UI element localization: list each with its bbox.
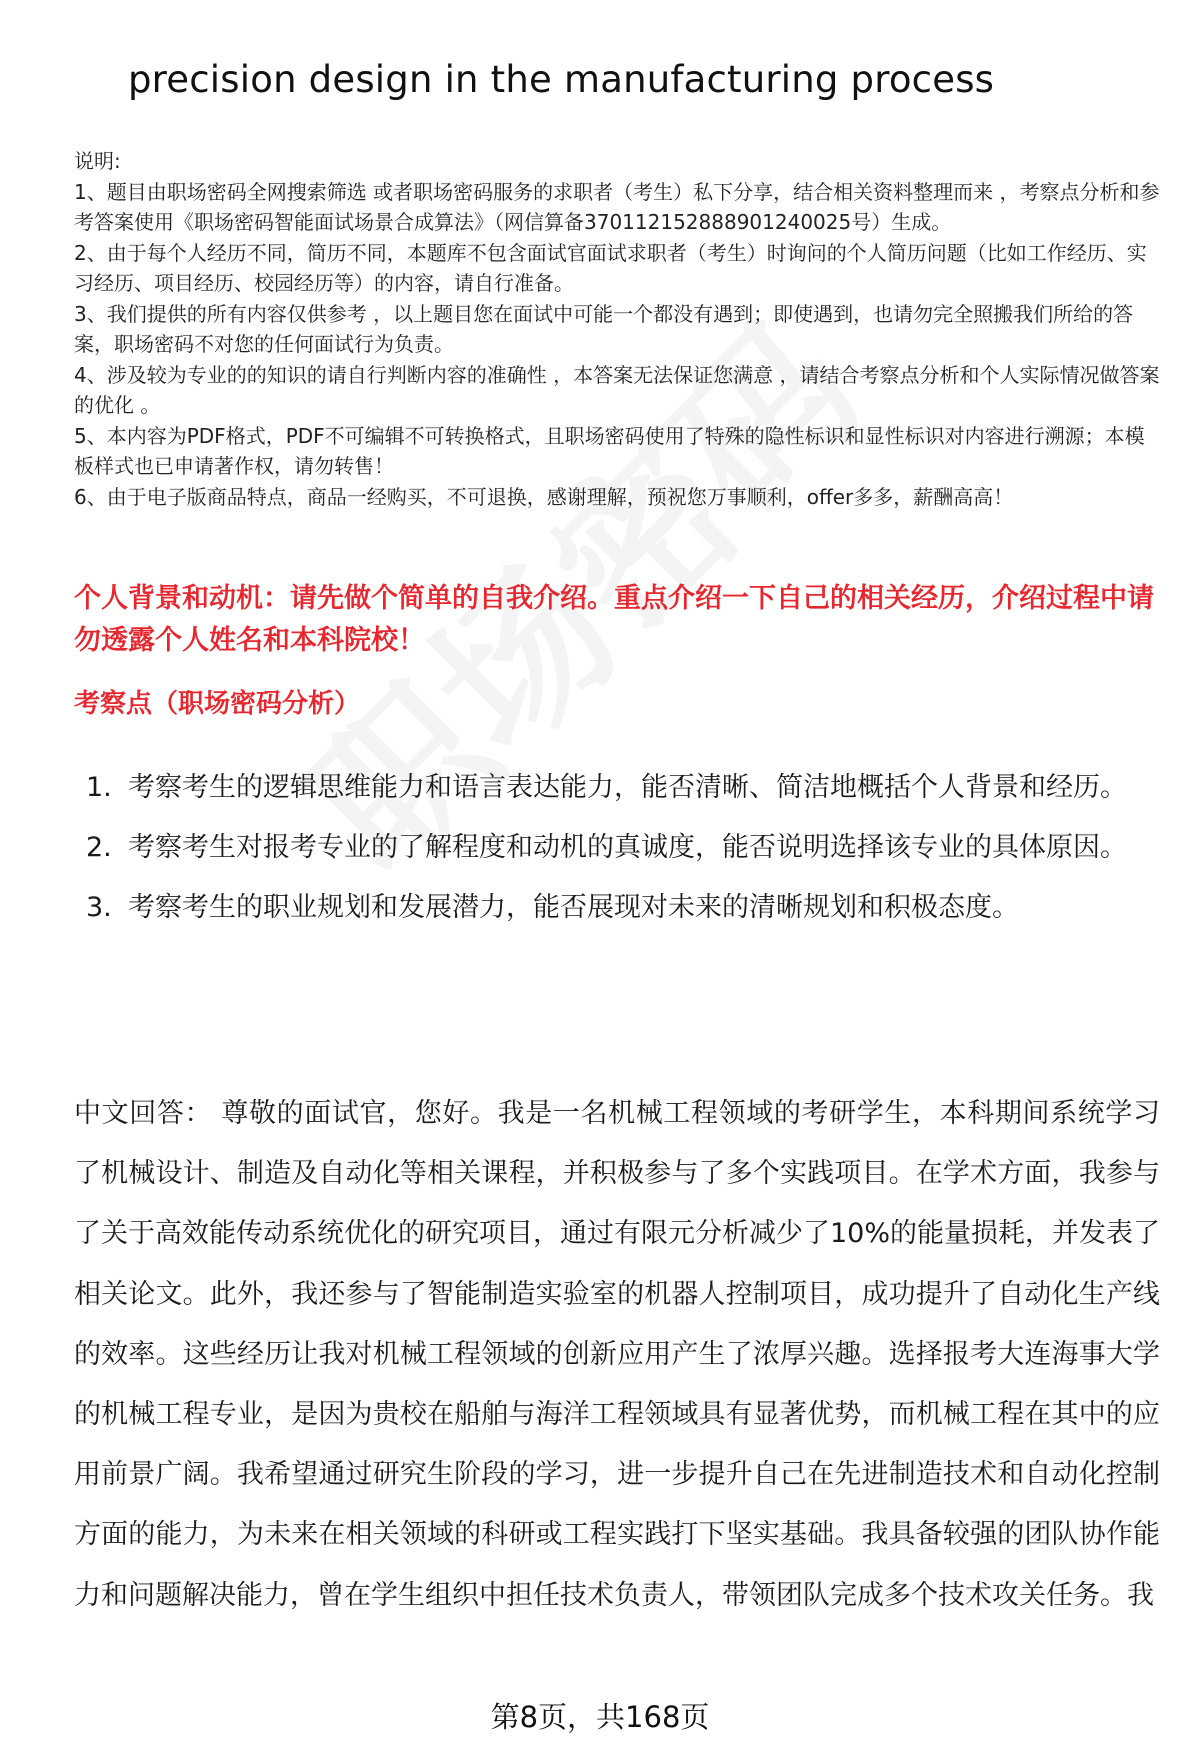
analysis-point-number: 2. — [86, 832, 112, 863]
analysis-point-text: 考察考生对报考专业的了解程度和动机的真诚度，能否说明选择该专业的具体原因。 — [128, 832, 1127, 863]
analysis-point-number: 3. — [86, 892, 112, 923]
answer-text: 中文回答： 尊敬的面试官，您好。我是一名机械工程领域的考研学生，本科期间系统学习了机械设计、制造及自动化等相关课程，并积极参与了多个实践项目。在学术方面，我参与了关于高效能传动系统优化的研究项目，通过有限元分析减少了10%的能量损耗，并发表了相关论文。此外，我还参与了智能制造实验室的机器人控制项目，成功提升了自动化生产线的效率。这些经历让我对机械工程领域的创新应用产生了浓厚兴趣。选择报考大连海事大学的机械工程专业，是因为贵校在船舶与海洋工程领域具有显著优势，而机械工程在其中的应用前景广阔。我希望通过研究生阶段的学习，进一步提升自己在先进制造技术和自动化控制方面的能力，为未来在相关领域的科研或工程实践打下坚实基础。我具备较强的团队协作能力和问题解决能力，曾在学生组织中担任技术负责人，带领团队完成多个技术攻关任务。我 — [74, 1098, 1161, 1611]
analysis-point-text: 考察考生的逻辑思维能力和语言表达能力，能否清晰、简洁地概括个人背景和经历。 — [128, 772, 1127, 803]
interview-question: 个人背景和动机：请先做个简单的自我介绍。重点介绍一下自己的相关经历，介绍过程中请勿透露个人姓名和本科院校！ — [74, 583, 1154, 656]
notes-item: 1、题目由职场密码全网搜索筛选 或者职场密码服务的求职者（考生）私下分享，结合相关资料整理而来 ，考察点分析和参考答案使用《职场密码智能面试场景合成算法》（网信算备370112152888901240025号）生成。 — [74, 179, 1160, 234]
analysis-point-number: 1. — [86, 772, 112, 803]
analysis-heading: 考察点（职场密码分析） — [74, 689, 361, 719]
notes-item: 2、由于每个人经历不同，简历不同，本题库不包含面试官面试求职者（考生）时询问的个人简历问题（比如工作经历、实习经历、项目经历、校园经历等）的内容，请自行准备。 — [74, 240, 1147, 295]
notes-label: 说明: — [74, 149, 121, 173]
notes-section — [74, 146, 1160, 512]
notes-item: 5、本内容为PDF格式，PDF不可编辑不可转换格式，且职场密码使用了特殊的隐性标识和显性标识对内容进行溯源；本模板样式也已申请著作权，请勿转售！ — [74, 423, 1145, 478]
analysis-point-text: 考察考生的职业规划和发展潜力，能否展现对未来的清晰规划和积极态度。 — [128, 892, 1019, 923]
page-number-footer: 第8页，共168页 — [490, 1700, 710, 1734]
notes-item: 6、由于电子版商品特点，商品一经购买，不可退换，感谢理解，预祝您万事顺利，offer多多，薪酬高高！ — [74, 484, 1014, 509]
notes-item: 3、我们提供的所有内容仅供参考 ，以上题目您在面试中可能一个都没有遇到；即使遇到，也请勿完全照搬我们所给的答案，职场密码不对您的任何面试行为负责。 — [74, 301, 1134, 356]
analysis-point — [74, 878, 1160, 938]
analysis-point — [74, 818, 1160, 878]
page-header-title: precision design in the manufacturing process — [128, 58, 995, 101]
analysis-points — [74, 758, 1160, 938]
analysis-point — [74, 758, 1160, 818]
notes-item: 4、涉及较为专业的的知识的请自行判断内容的准确性 ，本答案无法保证您满意 ，请结合考察点分析和个人实际情况做答案的优化 。 — [74, 362, 1160, 417]
